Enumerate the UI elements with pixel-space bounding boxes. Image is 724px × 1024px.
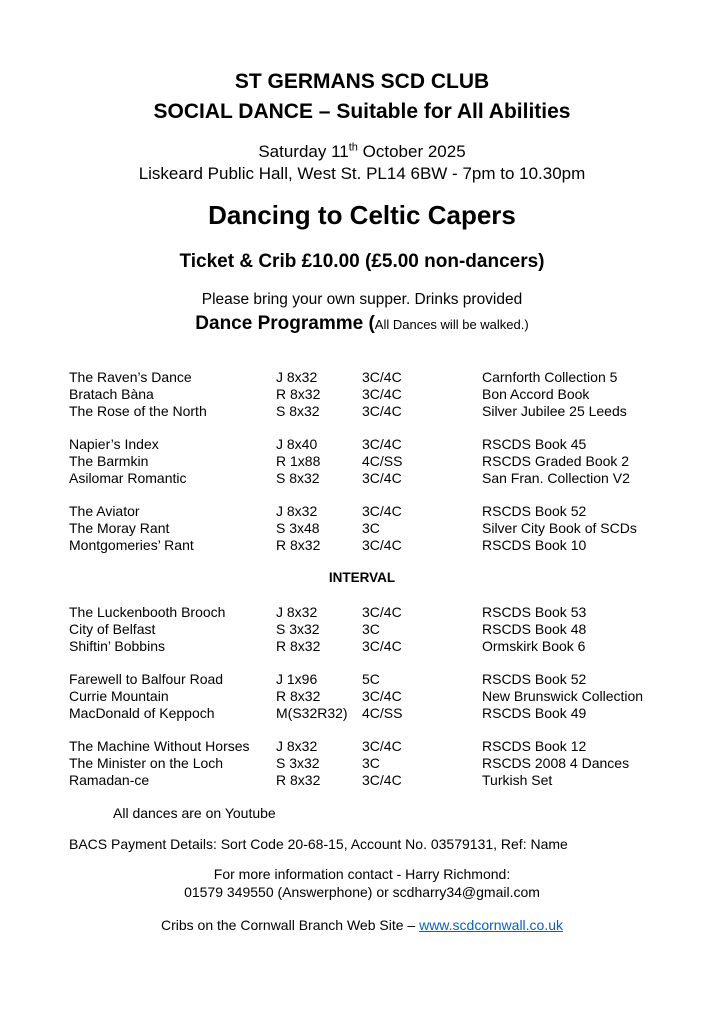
programme-note: All Dances will be walked.) — [374, 317, 529, 332]
dance-row — [0, 470, 724, 487]
dance-formation: 4C/SS — [362, 705, 403, 721]
dance-name: The Moray Rant — [69, 520, 170, 536]
dance-name: Shiftin’ Bobbins — [69, 638, 165, 654]
dance-source: Silver City Book of SCDs — [482, 520, 637, 536]
dance-row — [0, 671, 724, 688]
dance-formation: 3C/4C — [362, 436, 402, 452]
dance-row — [0, 738, 724, 755]
dance-name: MacDonald of Keppoch — [69, 705, 215, 721]
dance-source: RSCDS Book 10 — [482, 537, 587, 553]
dance-source: RSCDS Book 48 — [482, 621, 587, 637]
dance-type: M(S32R32) — [276, 705, 348, 721]
dance-source: RSCDS Book 53 — [482, 604, 587, 620]
dance-source: Bon Accord Book — [482, 386, 590, 402]
dance-type: R 8x32 — [276, 688, 321, 704]
dance-row — [0, 604, 724, 621]
dance-row — [0, 638, 724, 655]
dance-row — [0, 369, 724, 386]
dance-row — [0, 453, 724, 470]
cribs-line — [0, 917, 724, 934]
bacs-details: BACS Payment Details: Sort Code 20-68-15, Account No. 03579131, Ref: Name — [69, 836, 568, 852]
dance-row — [0, 755, 724, 772]
dance-row — [0, 403, 724, 420]
dance-formation: 3C/4C — [362, 537, 402, 553]
dance-type: J 8x32 — [276, 503, 318, 519]
dance-name: The Machine Without Horses — [69, 738, 250, 754]
dance-source: RSCDS Graded Book 2 — [482, 453, 630, 469]
dance-row — [0, 621, 724, 638]
dance-source: RSCDS Book 45 — [482, 436, 587, 452]
dance-name: The Rose of the North — [69, 403, 207, 419]
programme-title: Dance Programme ( — [195, 313, 375, 334]
dance-row — [0, 520, 724, 537]
dance-source: RSCDS Book 49 — [482, 705, 587, 721]
interval-label: INTERVAL — [328, 570, 396, 585]
dance-formation: 3C/4C — [362, 403, 402, 419]
dance-row — [0, 537, 724, 554]
dance-name: The Raven’s Dance — [69, 369, 192, 385]
dance-formation: 3C/4C — [362, 772, 402, 788]
dance-name: Montgomeries’ Rant — [69, 537, 194, 553]
dance-row — [0, 688, 724, 705]
dance-type: R 8x32 — [276, 537, 321, 553]
dance-formation: 3C — [362, 621, 380, 637]
dance-type: R 8x32 — [276, 638, 321, 654]
dance-name: The Luckenbooth Brooch — [69, 604, 226, 620]
dance-formation: 3C/4C — [362, 638, 402, 654]
dance-type: R 8x32 — [276, 386, 321, 402]
dance-formation: 5C — [362, 671, 380, 687]
dance-type: R 1x88 — [276, 453, 321, 469]
youtube-note: All dances are on Youtube — [113, 805, 276, 821]
event-date — [0, 141, 724, 163]
dance-row — [0, 386, 724, 403]
dance-type: J 8x40 — [276, 436, 318, 452]
dance-formation: 3C — [362, 520, 380, 536]
dance-formation: 3C/4C — [362, 688, 402, 704]
dance-type: S 8x32 — [276, 403, 320, 419]
dance-source: Ormskirk Book 6 — [482, 638, 586, 654]
dance-source: RSCDS Book 12 — [482, 738, 587, 754]
dance-row — [0, 503, 724, 520]
dance-formation: 4C/SS — [362, 453, 403, 469]
dance-source: New Brunswick Collection — [482, 688, 644, 704]
dance-type: R 8x32 — [276, 772, 321, 788]
dance-formation: 3C/4C — [362, 604, 402, 620]
cribs-text: Cribs on the Cornwall Branch Web Site – — [160, 917, 420, 933]
dance-type: J 8x32 — [276, 738, 318, 754]
dance-source: RSCDS Book 52 — [482, 503, 587, 519]
dance-type: J 1x96 — [276, 671, 318, 687]
dance-row — [0, 436, 724, 453]
dance-name: Napier’s Index — [69, 436, 159, 452]
dance-row — [0, 705, 724, 722]
date-rest: October 2025 — [357, 142, 466, 161]
date-day: Saturday 11 — [258, 142, 349, 161]
dance-formation: 3C/4C — [362, 386, 402, 402]
date-suffix: th — [348, 141, 358, 154]
event-venue: Liskeard Public Hall, West St. PL14 6BW - 7pm to 10.30pm — [138, 164, 586, 183]
dance-name: The Minister on the Loch — [69, 755, 224, 771]
event-subtitle: SOCIAL DANCE – Suitable for All Abilities — [153, 100, 571, 123]
programme-heading — [0, 311, 724, 338]
ticket-price: Ticket & Crib £10.00 (£5.00 non-dancers) — [179, 251, 545, 272]
contact-line: For more information contact - Harry Richmond: — [213, 866, 511, 882]
dance-source: Carnforth Collection 5 — [482, 369, 618, 385]
dance-type: S 3x32 — [276, 621, 320, 637]
dance-source: San Fran. Collection V2 — [482, 470, 630, 486]
dance-formation: 3C — [362, 755, 380, 771]
dance-row — [0, 772, 724, 789]
dance-formation: 3C/4C — [362, 369, 402, 385]
dance-source: Turkish Set — [482, 772, 553, 788]
dance-source: RSCDS 2008 4 Dances — [482, 755, 630, 771]
dance-name: Ramadan-ce — [69, 772, 150, 788]
dance-name: Farewell to Balfour Road — [69, 671, 224, 687]
dance-name: The Aviator — [69, 503, 140, 519]
dance-source: Silver Jubilee 25 Leeds — [482, 403, 627, 419]
dance-type: J 8x32 — [276, 369, 318, 385]
cribs-website-link[interactable]: www.scdcornwall.co.uk — [419, 917, 564, 933]
dance-source: RSCDS Book 52 — [482, 671, 587, 687]
dance-formation: 3C/4C — [362, 738, 402, 754]
club-title: ST GERMANS SCD CLUB — [234, 70, 490, 93]
dance-name: The Barmkin — [69, 453, 149, 469]
dance-name: Bratach Bàna — [69, 386, 154, 402]
dance-formation: 3C/4C — [362, 470, 402, 486]
dance-type: J 8x32 — [276, 604, 318, 620]
dance-formation: 3C/4C — [362, 503, 402, 519]
band-heading: Dancing to Celtic Capers — [208, 200, 516, 230]
phone-email-line: 01579 349550 (Answerphone) or scdharry34@gmail.com — [184, 884, 540, 900]
dance-type: S 3x48 — [276, 520, 320, 536]
dance-type: S 8x32 — [276, 470, 320, 486]
dance-type: S 3x32 — [276, 755, 320, 771]
dance-name: City of Belfast — [69, 621, 156, 637]
dance-name: Currie Mountain — [69, 688, 169, 704]
supper-note: Please bring your own supper. Drinks provided — [201, 291, 523, 308]
dance-name: Asilomar Romantic — [69, 470, 187, 486]
